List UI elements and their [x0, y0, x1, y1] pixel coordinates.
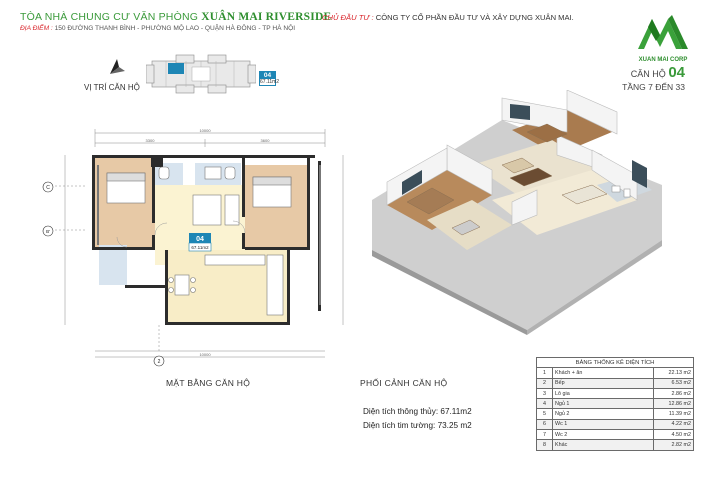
row-room: Ngủ 1	[553, 399, 654, 409]
table-row	[537, 409, 694, 419]
row-room: Ngủ 2	[553, 409, 654, 419]
row-number: 7	[537, 430, 553, 440]
dim-left: 3300	[145, 138, 155, 143]
row-number: 6	[537, 419, 553, 429]
row-area: 4.22 m2	[654, 419, 694, 429]
project-brand: XUÂN MAI RIVERSIDE	[201, 11, 332, 23]
perspective-title: PHỐI CẢNH CĂN HỘ	[360, 378, 448, 388]
row-area: 6.53 m2	[654, 378, 694, 388]
dim-total: 10000	[199, 128, 211, 133]
logo-text: XUAN MAI CORP	[638, 57, 688, 63]
usable-area-label: Diện tích thông thủy:	[363, 407, 439, 416]
dim-bottom: 10000	[199, 352, 211, 357]
row-room: Bếp	[553, 378, 654, 388]
sofa	[193, 195, 221, 225]
kitchen-counter	[205, 255, 265, 265]
investor-text: CÔNG TY CỔ PHẦN ĐẦU TƯ VÀ XÂY DỰNG XUÂN MAI.	[373, 13, 574, 22]
usable-area-value: 67.11m2	[440, 407, 472, 416]
apartment-label-text: CĂN HỘ	[630, 69, 666, 79]
axis-bubble-c	[41, 180, 55, 194]
wall-area-value: 73.25 m2	[437, 421, 472, 430]
row-room: Khác	[553, 440, 654, 450]
address-text: 150 ĐƯỜNG THANH BÌNH - PHƯỜNG MỘ LAO - QUẬN HÀ ĐÔNG - TP HÀ NỘI	[52, 25, 296, 32]
compass-icon	[107, 57, 127, 77]
row-room: Lô gia	[553, 388, 654, 398]
table-row	[537, 430, 694, 440]
row-area: 22.13 m2	[654, 368, 694, 378]
floor-plan	[55, 125, 355, 370]
address-label: ĐỊA ĐIỂM :	[20, 25, 53, 32]
row-area: 2.82 m2	[654, 440, 694, 450]
row-area: 4.50 m2	[654, 430, 694, 440]
location-label: VỊ TRÍ CĂN HỘ	[84, 83, 140, 92]
row-number: 5	[537, 409, 553, 419]
unit-highlight	[168, 63, 184, 74]
row-number: 2	[537, 378, 553, 388]
table-row	[537, 419, 694, 429]
investor-label: CHỦ ĐẦU TƯ :	[322, 13, 374, 22]
row-number: 4	[537, 399, 553, 409]
area-stats-title: BẢNG THỐNG KÊ DIỆN TÍCH	[537, 358, 694, 368]
row-number: 1	[537, 368, 553, 378]
table-row	[537, 388, 694, 398]
plan-unit-area: 67.11m2	[191, 245, 209, 250]
apartment-number: 04	[668, 64, 685, 81]
row-number: 3	[537, 388, 553, 398]
project-title	[20, 11, 331, 23]
row-number: 8	[537, 440, 553, 450]
location-badge-number: 04	[260, 72, 275, 79]
wall-area	[363, 421, 472, 430]
apartment-floors: TẦNG 7 ĐẾN 33	[622, 82, 685, 92]
apartment-perspective-render	[362, 90, 677, 335]
location-badge-area: 67.11m2	[260, 79, 280, 85]
table-row	[537, 399, 694, 409]
wall-area-label: Diện tích tim tường:	[363, 421, 436, 430]
area-stats-table	[536, 357, 694, 451]
row-area: 11.39 m2	[654, 409, 694, 419]
apartment-label	[631, 64, 685, 81]
dim-right: 3600	[260, 138, 270, 143]
investor	[322, 13, 574, 22]
company-logo	[632, 11, 694, 63]
axis-b-label: B'	[46, 229, 50, 234]
logo-mark-icon	[632, 11, 694, 51]
project-title-prefix: TÒA NHÀ CHUNG CƯ VĂN PHÒNG	[20, 11, 202, 23]
usable-area	[363, 407, 472, 416]
axis-2-label: 2	[157, 359, 161, 365]
dining-table	[175, 275, 189, 295]
project-address	[20, 25, 295, 32]
location-badge	[259, 71, 280, 86]
table-row	[537, 440, 694, 450]
building-key-plan	[146, 53, 256, 97]
row-room: Wc 1	[553, 419, 654, 429]
table-row	[537, 378, 694, 388]
floor-plan-title: MẶT BẰNG CĂN HỘ	[166, 378, 251, 388]
row-room: Khách + ăn	[553, 368, 654, 378]
row-room: Wc 2	[553, 430, 654, 440]
table-row	[537, 368, 694, 378]
row-area: 2.86 m2	[654, 388, 694, 398]
axis-bubble-b	[41, 224, 55, 238]
plan-unit-number: 04	[196, 236, 204, 243]
row-area: 12.86 m2	[654, 399, 694, 409]
axis-c-label: C	[46, 185, 50, 191]
